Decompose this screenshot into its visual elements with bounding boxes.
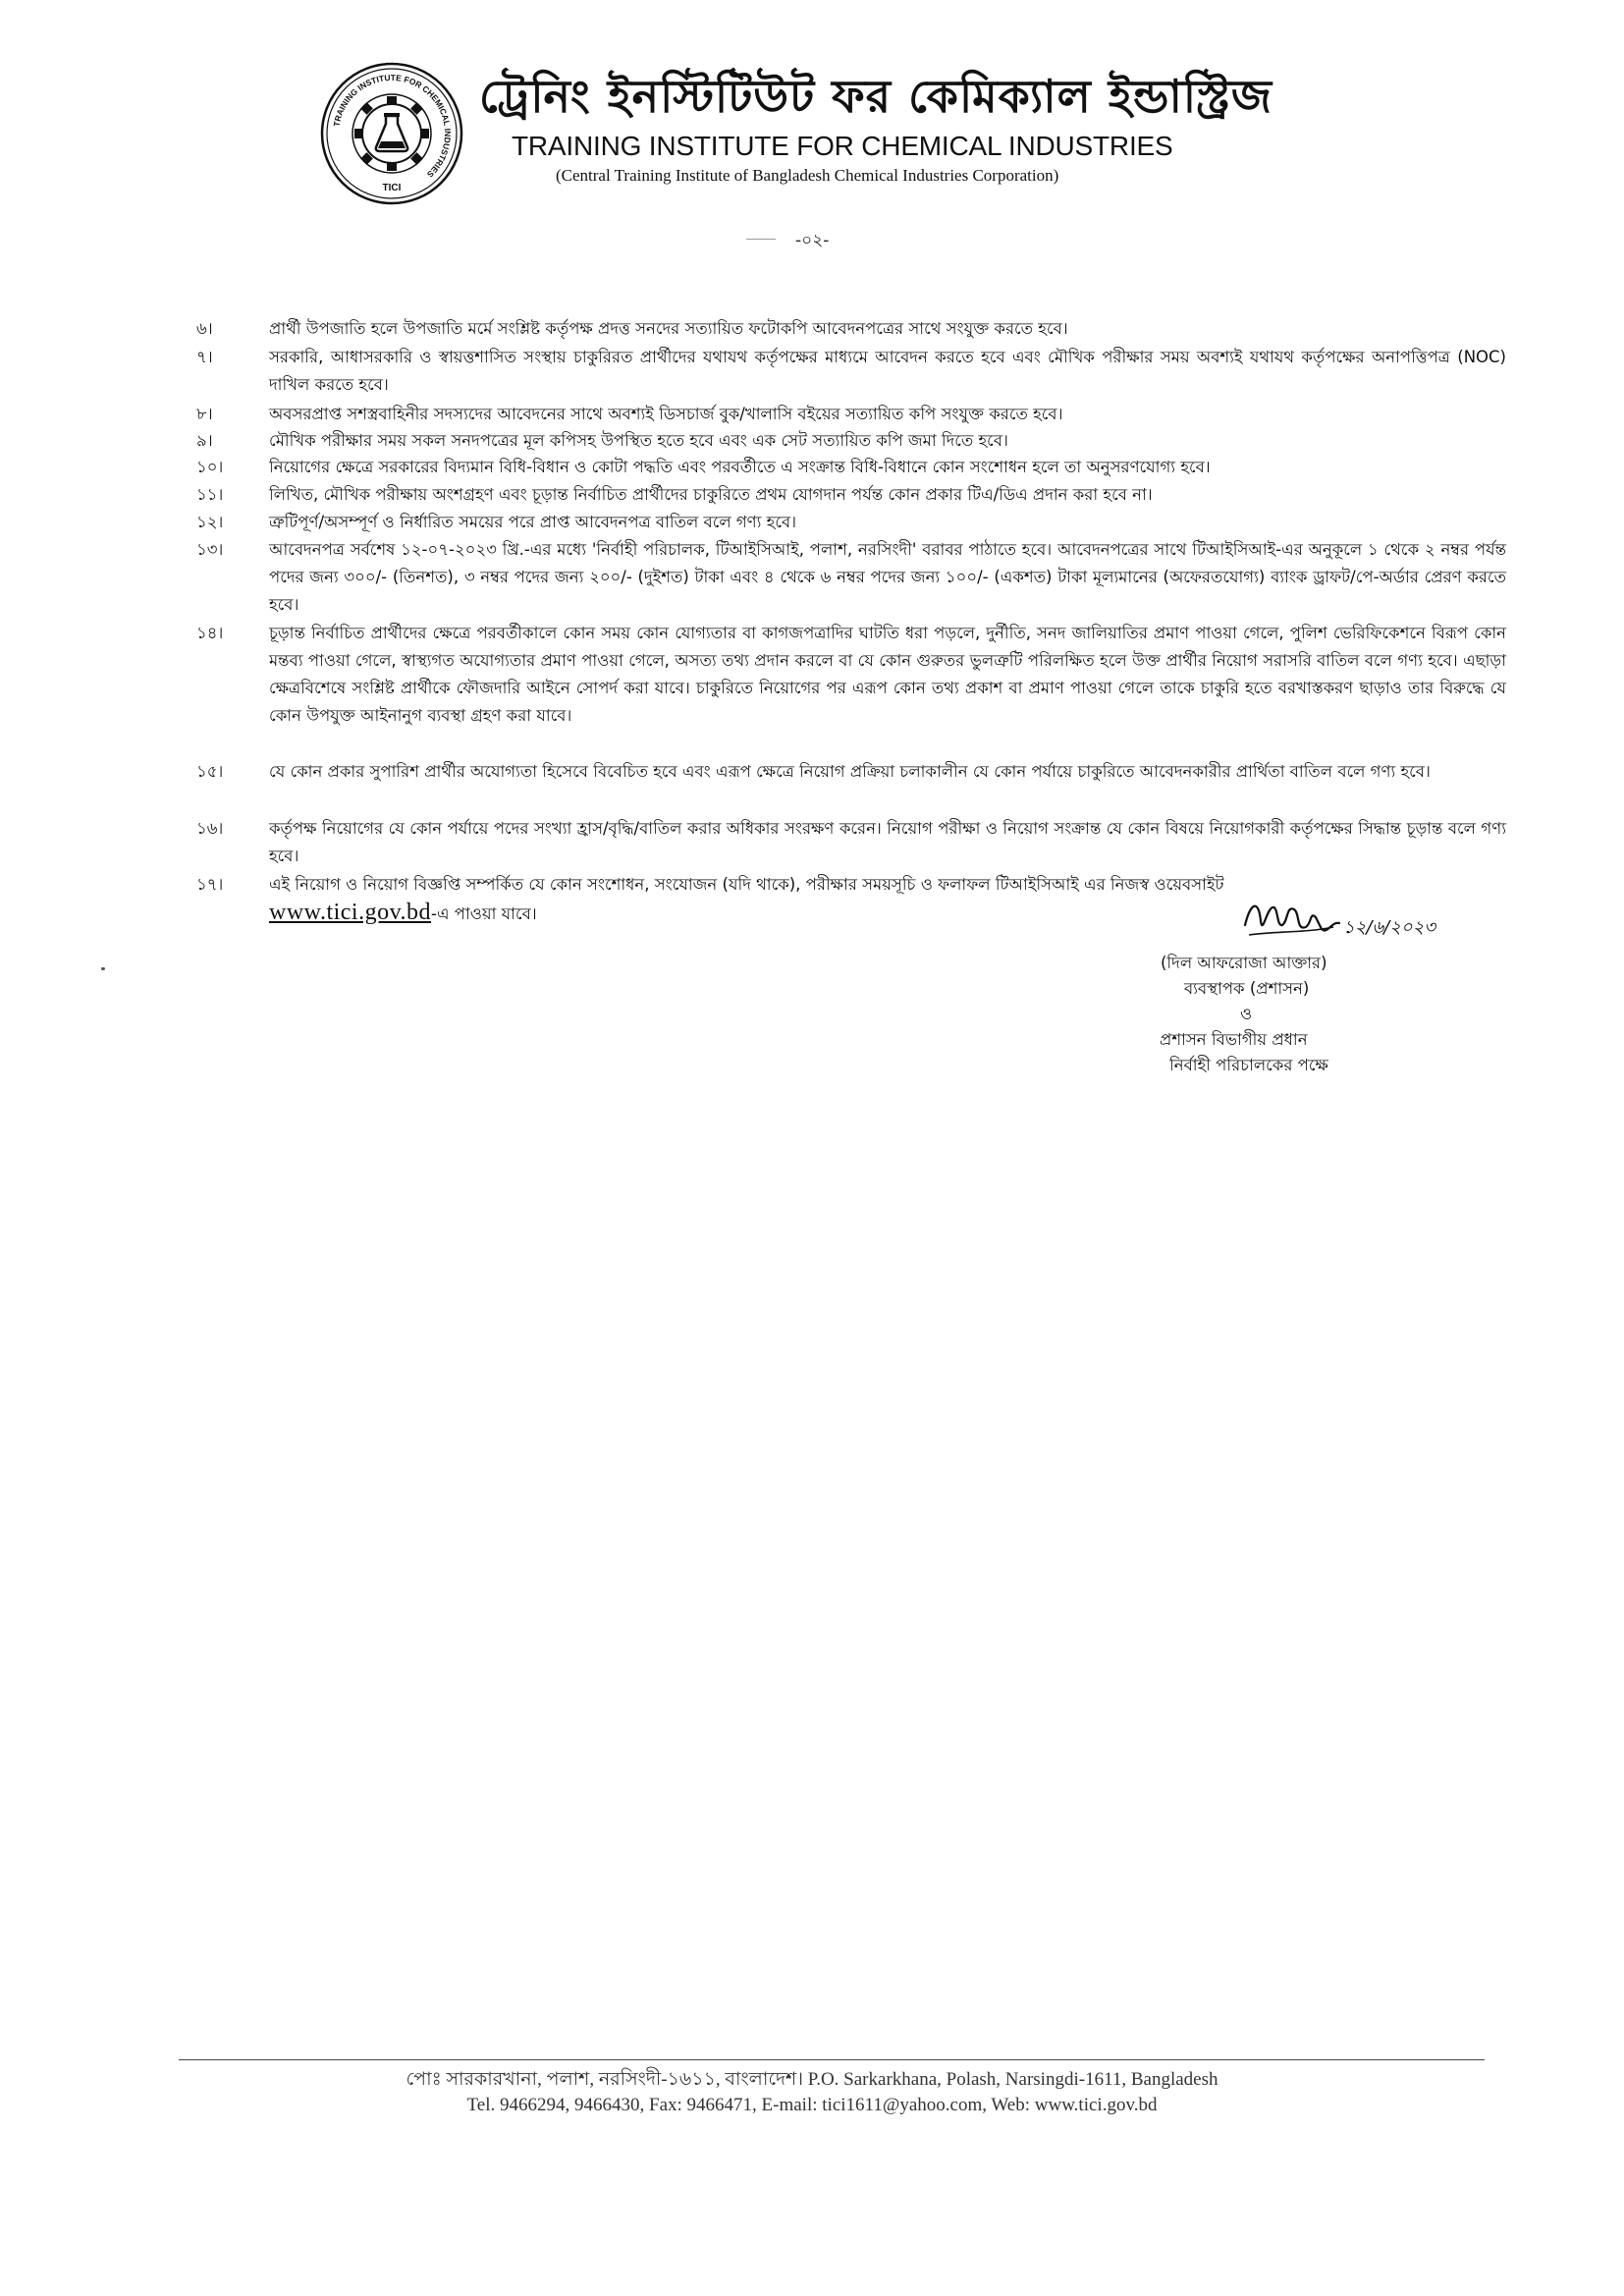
clause-text: অবসরপ্রাপ্ত সশস্ত্রবাহিনীর সদস্যদের আবেদনের সাথে অবশ্যই ডিসচার্জ বুক/খালাসি বইয়ের সত্যায়িত কপি সংযুক্ত করতে হবে।	[269, 405, 1063, 423]
website-link[interactable]: www.tici.gov.bd	[269, 900, 432, 925]
institute-title-bengali: ট্রেনিং ইনস্টিটিউট ফর কেমিক্যাল ইন্ডাস্ট্রিজ	[479, 70, 1273, 123]
page-number: -০২-	[795, 231, 830, 250]
clause-number: ৬।	[196, 319, 213, 338]
clause-number: ১৫।	[196, 762, 224, 781]
clause-number: ১৬।	[196, 819, 224, 838]
clause-text: চূড়ান্ত নির্বাচিত প্রার্থীদের ক্ষেত্রে পরবর্তীকালে কোন সময় কোন যোগ্যতার বা কাগজপত্রাদির ঘাটতি ধরা পড়লে, দুর্নীতি, সনদ জালিয়াতির প্রমাণ পাওয়া গেলে, পুলিশ ভেরিফিকেশনে বিরূপ কোন মন্তব্য পাওয়া গেলে, স্বাস্থ্যগত অযোগ্যতার প্রমাণ পাওয়া গেলে, অসত্য তথ্য প্রদান করলে বা যে কোন গুরুতর ভুলত্রুটি পরিলক্ষিত হলে উক্ত প্রার্থীর নিয়োগ সরাসরি বাতিল বলে গণ্য হবে। এছাড়া ক্ষেত্রবিশেষে সংশ্লিষ্ট প্রার্থীকে ফৌজদারি আইনে সোপর্দ করা যাবে। চাকুরিতে নিয়োগের পর এরূপ কোন তথ্য প্রকাশ বা প্রমাণ পাওয়া গেলে তাকে চাকুরি হতে বরখাস্তকরণ ছাড়াও তার বিরুদ্ধে যে কোন উপযুক্ত আইনানুগ ব্যবস্থা গ্রহণ করা যাবে।	[269, 624, 1506, 725]
clause-number: ৮।	[196, 405, 213, 423]
clause-text: মৌখিক পরীক্ষার সময় সকল সনদপত্রের মূল কপিসহ উপস্থিত হতে হবে এবং এক সেট সত্যায়িত কপি জমা দিতে হবে।	[269, 431, 1008, 450]
institute-subtitle: (Central Training Institute of Bangladesh Chemical Industries Corporation)	[556, 166, 1059, 185]
clause-number: ১১।	[196, 485, 224, 504]
clause-number: ১০।	[196, 458, 224, 476]
clause-number: ৯।	[196, 431, 213, 450]
signature-date: ১২/৬/২০২৩	[1343, 917, 1436, 938]
signatory-designation: ব্যবস্থাপক (প্রশাসন)	[1184, 979, 1310, 998]
clause-number: ১৭।	[196, 875, 224, 894]
clause-text: লিখিত, মৌখিক পরীক্ষায় অংশগ্রহণ এবং চূড়ান্ত নির্বাচিত প্রার্থীদের চাকুরিতে প্রথম যোগদান পর্যন্ত কোন প্রকার টিএ/ডিএ প্রদান করা হবে না।	[269, 485, 1153, 504]
clause-text: নিয়োগের ক্ষেত্রে সরকারের বিদ্যমান বিধি-বিধান ও কোটা পদ্ধতি এবং পরবর্তীতে এ সংক্রান্ত বিধি-বিধানে কোন সংশোধন হলে তা অনুসরণযোগ্য হবে।	[269, 458, 1211, 476]
clause-number: ১৪।	[196, 624, 224, 642]
clause-number: ৭।	[196, 348, 213, 366]
signatory-role: প্রশাসন বিভাগীয় প্রধান	[1160, 1030, 1308, 1049]
clause-number: ১২।	[196, 513, 224, 531]
scan-speck	[101, 967, 105, 970]
clause-number: ১৩।	[196, 540, 224, 559]
clause-text: কর্তৃপক্ষ নিয়োগের যে কোন পর্যায়ে পদের সংখ্যা হ্রাস/বৃদ্ধি/বাতিল করার অধিকার সংরক্ষণ করেন। নিয়োগ পরীক্ষা ও নিয়োগ সংক্রান্ত যে কোন বিষয়ে নিয়োগকারী কর্তৃপক্ষের সিদ্ধান্ত চূড়ান্ত বলে গণ্য হবে।	[269, 819, 1506, 865]
clause-17-tail: -এ পাওয়া যাবে।	[431, 904, 537, 923]
footer-address: পোঃ সারকারখানা, পলাশ, নরসিংদী-১৬১১, বাংলাদেশ। P.O. Sarkarkhana, Polash, Narsingdi-1611, Bangladesh	[406, 2069, 1218, 2090]
footer-divider	[179, 2059, 1485, 2060]
clause-text: ত্রুটিপূর্ণ/অসম্পূর্ণ ও নির্ধারিত সময়ের পরে প্রাপ্ত আবেদনপত্র বাতিল বলে গণ্য হবে।	[269, 513, 797, 531]
clause-text: যে কোন প্রকার সুপারিশ প্রার্থীর অযোগ্যতা হিসেবে বিবেচিত হবে এবং এরূপ ক্ষেত্রে নিয়োগ প্রক্রিয়া চলাকালীন যে কোন পর্যায়ে চাকুরিতে আবেদনকারীর প্রার্থিতা বাতিল বলে গণ্য হবে।	[269, 762, 1431, 781]
signatory-behalf: নির্বাহী পরিচালকের পক্ষে	[1169, 1056, 1328, 1074]
clause-17-text: এই নিয়োগ ও নিয়োগ বিজ্ঞপ্তি সম্পর্কিত যে কোন সংশোধন, সংযোজন (যদি থাকে), পরীক্ষার সময়সূচি ও ফলাফল টিআইসিআই এর নিজস্ব ওয়েবসাইট	[269, 875, 1224, 894]
institute-logo	[319, 61, 464, 206]
logo-abbrev: TICI	[382, 183, 402, 193]
institute-title-english: TRAINING INSTITUTE FOR CHEMICAL INDUSTRIES	[512, 131, 1173, 161]
signatory-conjunction: ও	[1240, 1005, 1253, 1023]
clause-text: আবেদনপত্র সর্বশেষ ১২-০৭-২০২৩ খ্রি.-এর মধ্যে 'নির্বাহী পরিচালক, টিআইসিআই, পলাশ, নরসিংদী' বরাবর পাঠাতে হবে। আবেদনপত্রের সাথে টিআইসিআই-এর অনুকূলে ১ থেকে ২ নম্বর পর্যন্ত পদের জন্য ৩০০/- (তিনশত), ৩ নম্বর পদের জন্য ২০০/- (দুইশত) টাকা এবং ৪ থেকে ৬ নম্বর পদের জন্য ১০০/- (একশত) টাকা মূল্যমানের (অফেরতযোগ্য) ব্যাংক ড্রাফট/পে-অর্ডার প্রেরণ করতে হবে।	[269, 540, 1506, 614]
clause-text: সরকারি, আধাসরকারি ও স্বায়ত্তশাসিত সংস্থায় চাকুরিরত প্রার্থীদের যথাযথ কর্তৃপক্ষের মাধ্যমে আবেদন করতে হবে এবং মৌখিক পরীক্ষার সময় অবশ্যই যথাযথ কর্তৃপক্ষের অনাপত্তিপত্র (NOC) দাখিল করতে হবে।	[269, 348, 1506, 394]
handwritten-signature	[1237, 892, 1483, 947]
footer-contact: Tel. 9466294, 9466430, Fax: 9466471, E-mail: tici1611@yahoo.com, Web: www.tici.gov.bd	[466, 2095, 1158, 2115]
page-number-dash	[746, 239, 776, 240]
logo-ring-text: TRAINING INSTITUTE FOR CHEMICAL INDUSTRIES	[331, 72, 454, 180]
clause-text: প্রার্থী উপজাতি হলে উপজাতি মর্মে সংশ্লিষ্ট কর্তৃপক্ষ প্রদত্ত সনদের সত্যায়িত ফটোকপি আবেদনপত্রের সাথে সংযুক্ত করতে হবে।	[269, 319, 1068, 338]
signatory-name: (দিল আফরোজা আক্তার)	[1161, 954, 1327, 972]
